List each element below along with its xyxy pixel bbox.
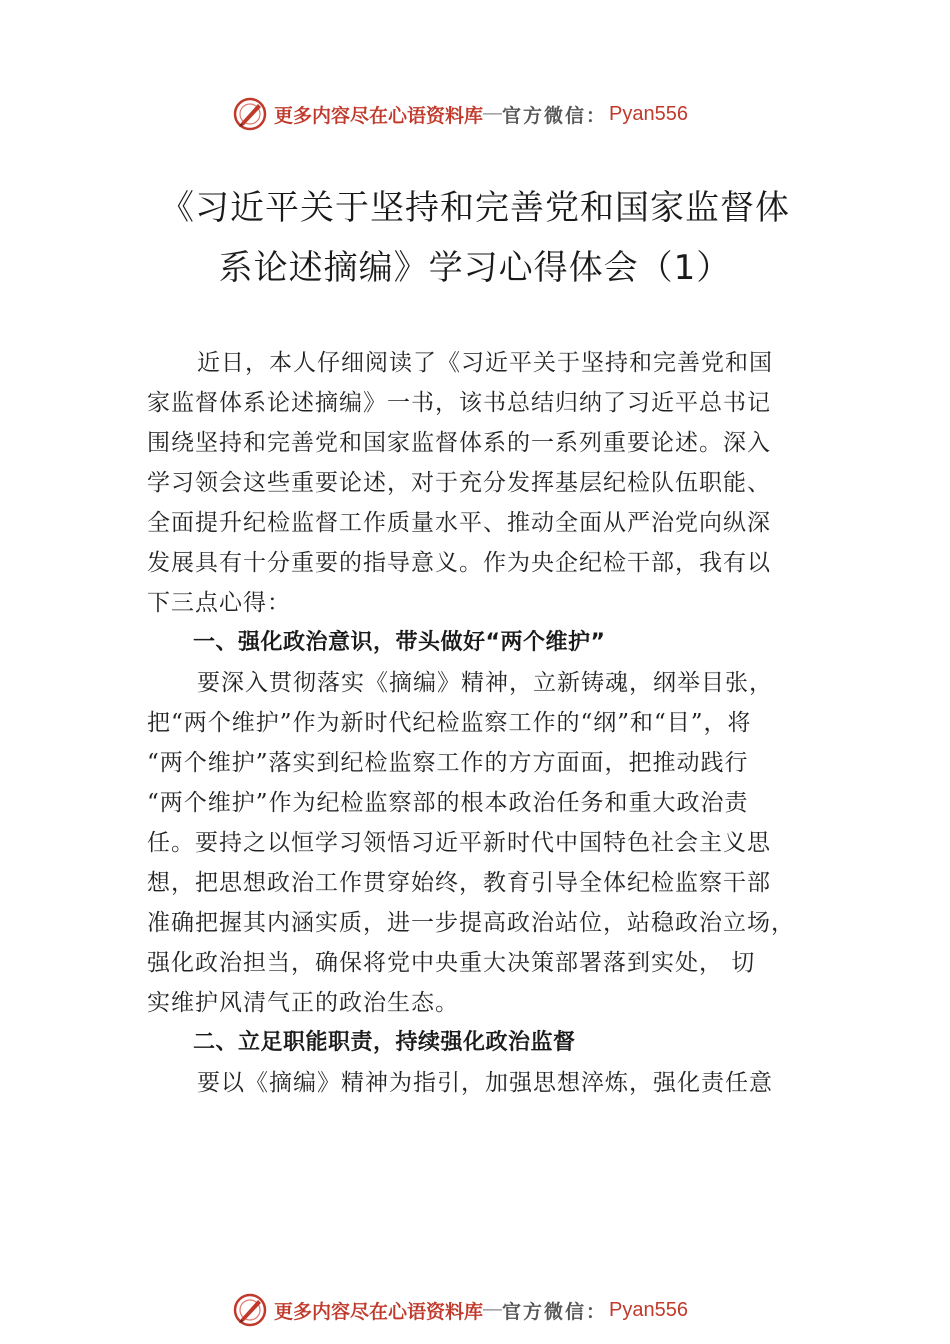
text-line: “两个维护”落实到纪检监察工作的方方面面，把推动践行 [147, 750, 749, 776]
section-heading-2: 二、立足职能职责，持续强化政治监督 [193, 1030, 576, 1055]
text-line: 实维护风清气正的政治生态。 [147, 990, 459, 1016]
text-line: 把“两个维护”作为新时代纪检监察工作的“纲”和“目”，将 [147, 710, 752, 736]
text-line: 近日，本人仔细阅读了《习近平关于坚持和完善党和国 [197, 350, 773, 376]
section-1-paragraph [147, 663, 827, 1023]
wechat-label: 官方微信： [502, 104, 608, 127]
wechat-label: 官方微信： [502, 1300, 608, 1323]
title-line-2: 系论述摘编》学习心得体会（1） [218, 248, 732, 288]
text-line: 学习领会这些重要论述，对于充分发挥基层纪检队伍职能、 [147, 470, 771, 496]
text-line: 围绕坚持和完善党和国家监督体系的一系列重要论述。深入 [147, 430, 771, 456]
banner-dash: — [483, 1299, 503, 1320]
quill-seal-icon [232, 1292, 268, 1328]
text-line: 任。要持之以恒学习领悟习近平新时代中国特色社会主义思 [147, 830, 771, 856]
document-body [147, 343, 827, 1103]
library-text: 更多内容尽在心语资料库 [274, 1300, 484, 1323]
text-line: 强化政治担当，确保将党中央重大决策部署落到实处， 切 [147, 950, 756, 976]
text-line: 要深入贯彻落实《摘编》精神，立新铸魂，纲举目张， [197, 670, 773, 696]
header-watermark [232, 94, 732, 134]
wechat-id: Pyan556 [609, 102, 688, 125]
text-line: 下三点心得： [147, 590, 291, 616]
text-line: 发展具有十分重要的指导意义。作为央企纪检干部，我有以 [147, 550, 771, 576]
banner-dash: — [483, 103, 503, 124]
section-heading-1: 一、强化政治意识，带头做好“两个维护” [193, 630, 606, 655]
quill-seal-icon [232, 96, 268, 132]
document-title [100, 178, 850, 298]
text-line: 全面提升纪检监督工作质量水平、推动全面从严治党向纵深 [147, 510, 771, 536]
text-line: 家监督体系论述摘编》一书，该书总结归纳了习近平总书记 [147, 390, 771, 416]
section-2-paragraph [147, 1063, 827, 1103]
title-line-1: 《习近平关于坚持和完善党和国家监督体 [160, 188, 790, 228]
intro-paragraph [147, 343, 827, 623]
text-line: 准确把握其内涵实质，进一步提高政治站位，站稳政治立场， [147, 910, 795, 936]
library-text: 更多内容尽在心语资料库 [274, 104, 484, 127]
footer-watermark [232, 1290, 732, 1330]
text-line: 想，把思想政治工作贯穿始终，教育引导全体纪检监察干部 [147, 870, 771, 896]
text-line: “两个维护”作为纪检监察部的根本政治任务和重大政治责 [147, 790, 749, 816]
text-line: 要以《摘编》精神为指引，加强思想淬炼，强化责任意 [197, 1070, 773, 1096]
wechat-id: Pyan556 [609, 1298, 688, 1321]
